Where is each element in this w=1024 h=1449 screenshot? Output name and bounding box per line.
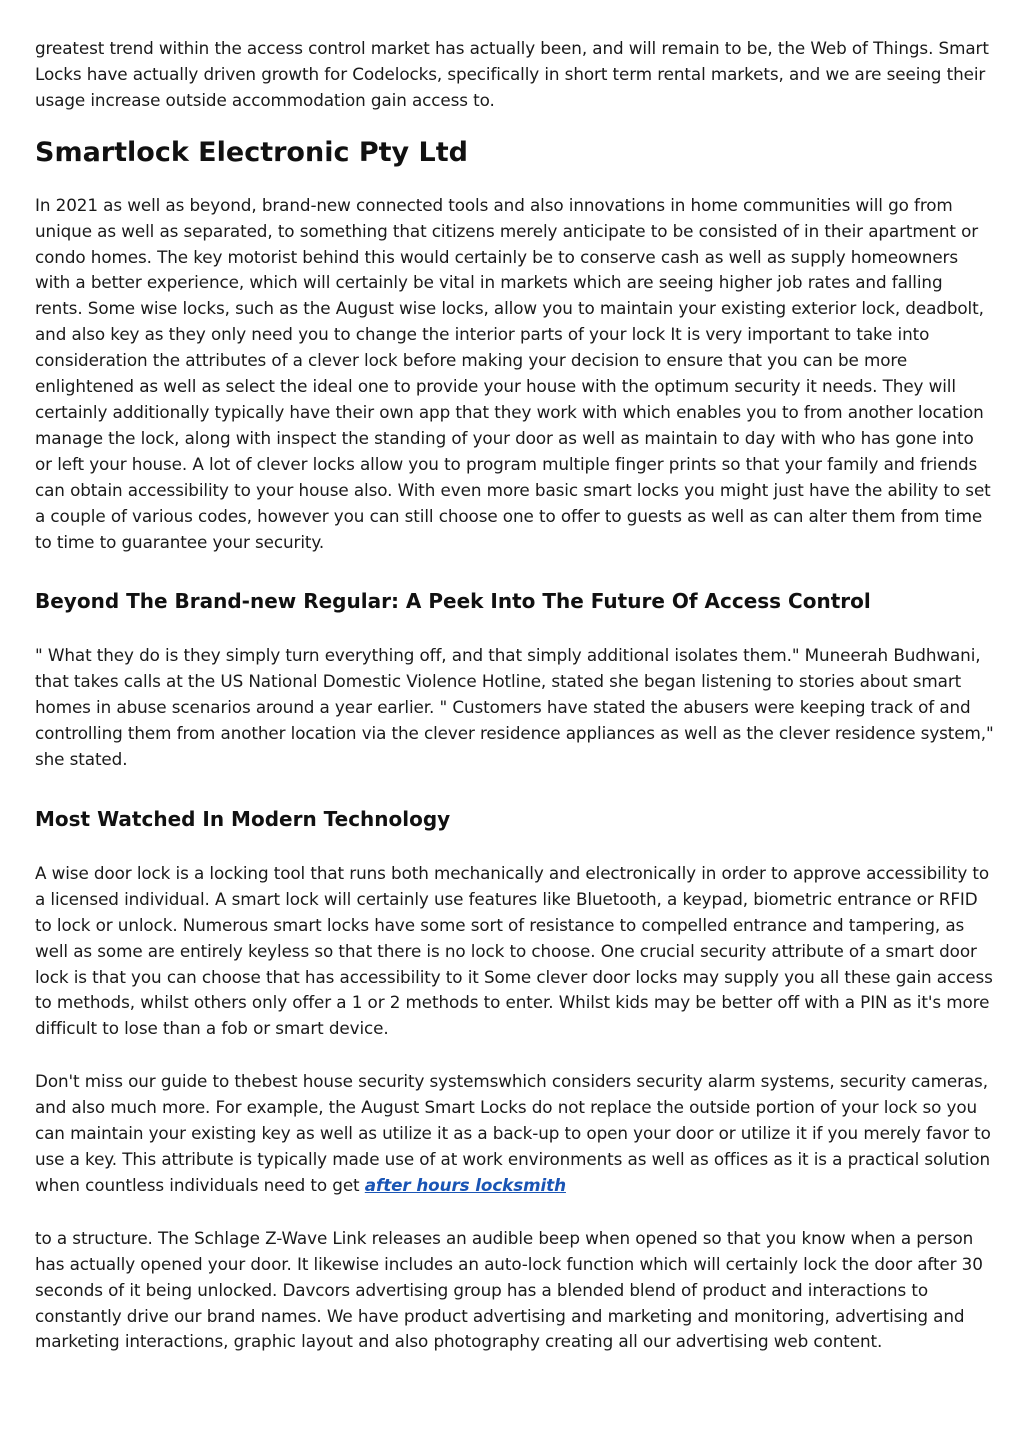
heading-beyond-brand-new-regular: Beyond The Brand-new Regular: A Peek Into The Future Of Access Control — [35, 589, 871, 614]
intro-paragraph: greatest trend within the access control market has actually been, and will remain to be, the Web of Things. Smart Locks have actually driven growth for Codelocks, specifically in short term rental markets, and we are seeing their usage increase outside accommodation gain access to. — [35, 38, 989, 110]
heading-smartlock-electronic: Smartlock Electronic Pty Ltd — [35, 136, 468, 168]
heading-most-watched: Most Watched In Modern Technology — [35, 806, 451, 831]
paragraph-security-guide — [35, 1069, 995, 1199]
paragraph-hotline-quote: " What they do is they simply turn everything off, and that simply additional isolates them." Muneerah Budhwani, that takes calls at the US National Domestic Violence Hotline, stated she began listening to stories about smart homes in abuse scenarios around a year earlier. " Customers have stated the abusers were keeping track of and controlling them from another location via the clever residence appliances as well as the clever residence system," she stated. — [35, 645, 994, 770]
paragraph-schlage-link: to a structure. The Schlage Z-Wave Link releases an audible beep when opened so that you know when a person has actually opened your door. It likewise includes an auto-lock function which will certainly lock the door after 30 seconds of it being unlocked. Davcors advertising group has a blended blend of product and interactions to constantly drive our brand names. We have product advertising and marketing and monitoring, advertising and marketing interactions, graphic layout and also photography creating all our advertising web content. — [35, 1227, 983, 1352]
after-hours-locksmith-link[interactable]: after hours locksmith — [364, 1174, 566, 1195]
paragraph-smart-home-locks: In 2021 as well as beyond, brand-new connected tools and also innovations in home communities will go from unique as well as separated, to something that citizens merely anticipate to be consisted of in their apartment or condo homes. The key motorist behind this would certainly be to conserve cash as well as supply homeowners with a better experience, which will certainly be vital in markets which are seeing higher job rates and falling rents. Some wise locks, such as the August wise locks, allow you to maintain your existing exterior lock, deadbolt, and also key as they only need you to change the interior parts of your lock It is very important to take into consideration the attributes of a clever lock before making your decision to ensure that you can be more enlightened as well as select the ideal one to provide your house with the optimum security it needs. They will certainly additionally typically have their own app that they work with which enables you to from another location manage the lock, along with inspect the standing of your door as well as maintain to day with who has gone into or left your house. A lot of clever locks allow you to program multiple finger prints so that your family and friends can obtain accessibility to your house also. With even more basic smart locks you might just have the ability to set a couple of various codes, however you can still choose one to offer to guests as well as can alter them from time to time to guarantee your security. — [35, 194, 991, 552]
paragraph-wise-door-lock: A wise door lock is a locking tool that runs both mechanically and electronically in order to approve accessibility to a licensed individual. A smart lock will certainly use features like Bluetooth, a keypad, biometric entrance or RFID to lock or unlock. Numerous smart locks have some sort of resistance to compelled entrance and tampering, as well as some are entirely keyless so that there is no lock to choose. One crucial security attribute of a smart door lock is that you can choose that has accessibility to it Some clever door locks may supply you all these gain access to methods, whilst others only offer a 1 or 2 methods to enter. Whilst kids may be better off with a PIN as it's more difficult to lose than a fob or smart device. — [35, 862, 993, 1039]
article — [35, 36, 995, 1355]
paragraph-security-guide-text: Don't miss our guide to thebest house security systemswhich considers security alarm systems, security cameras, and also much more. For example, the August Smart Locks do not replace the outside portion of your lock so you can maintain your existing key as well as utilize it as a back-up to open your door or utilize it if you merely favor to use a key. This attribute is typically made use of at work environments as well as offices as it is a practical solution when countless individuals need to get — [35, 1071, 991, 1195]
